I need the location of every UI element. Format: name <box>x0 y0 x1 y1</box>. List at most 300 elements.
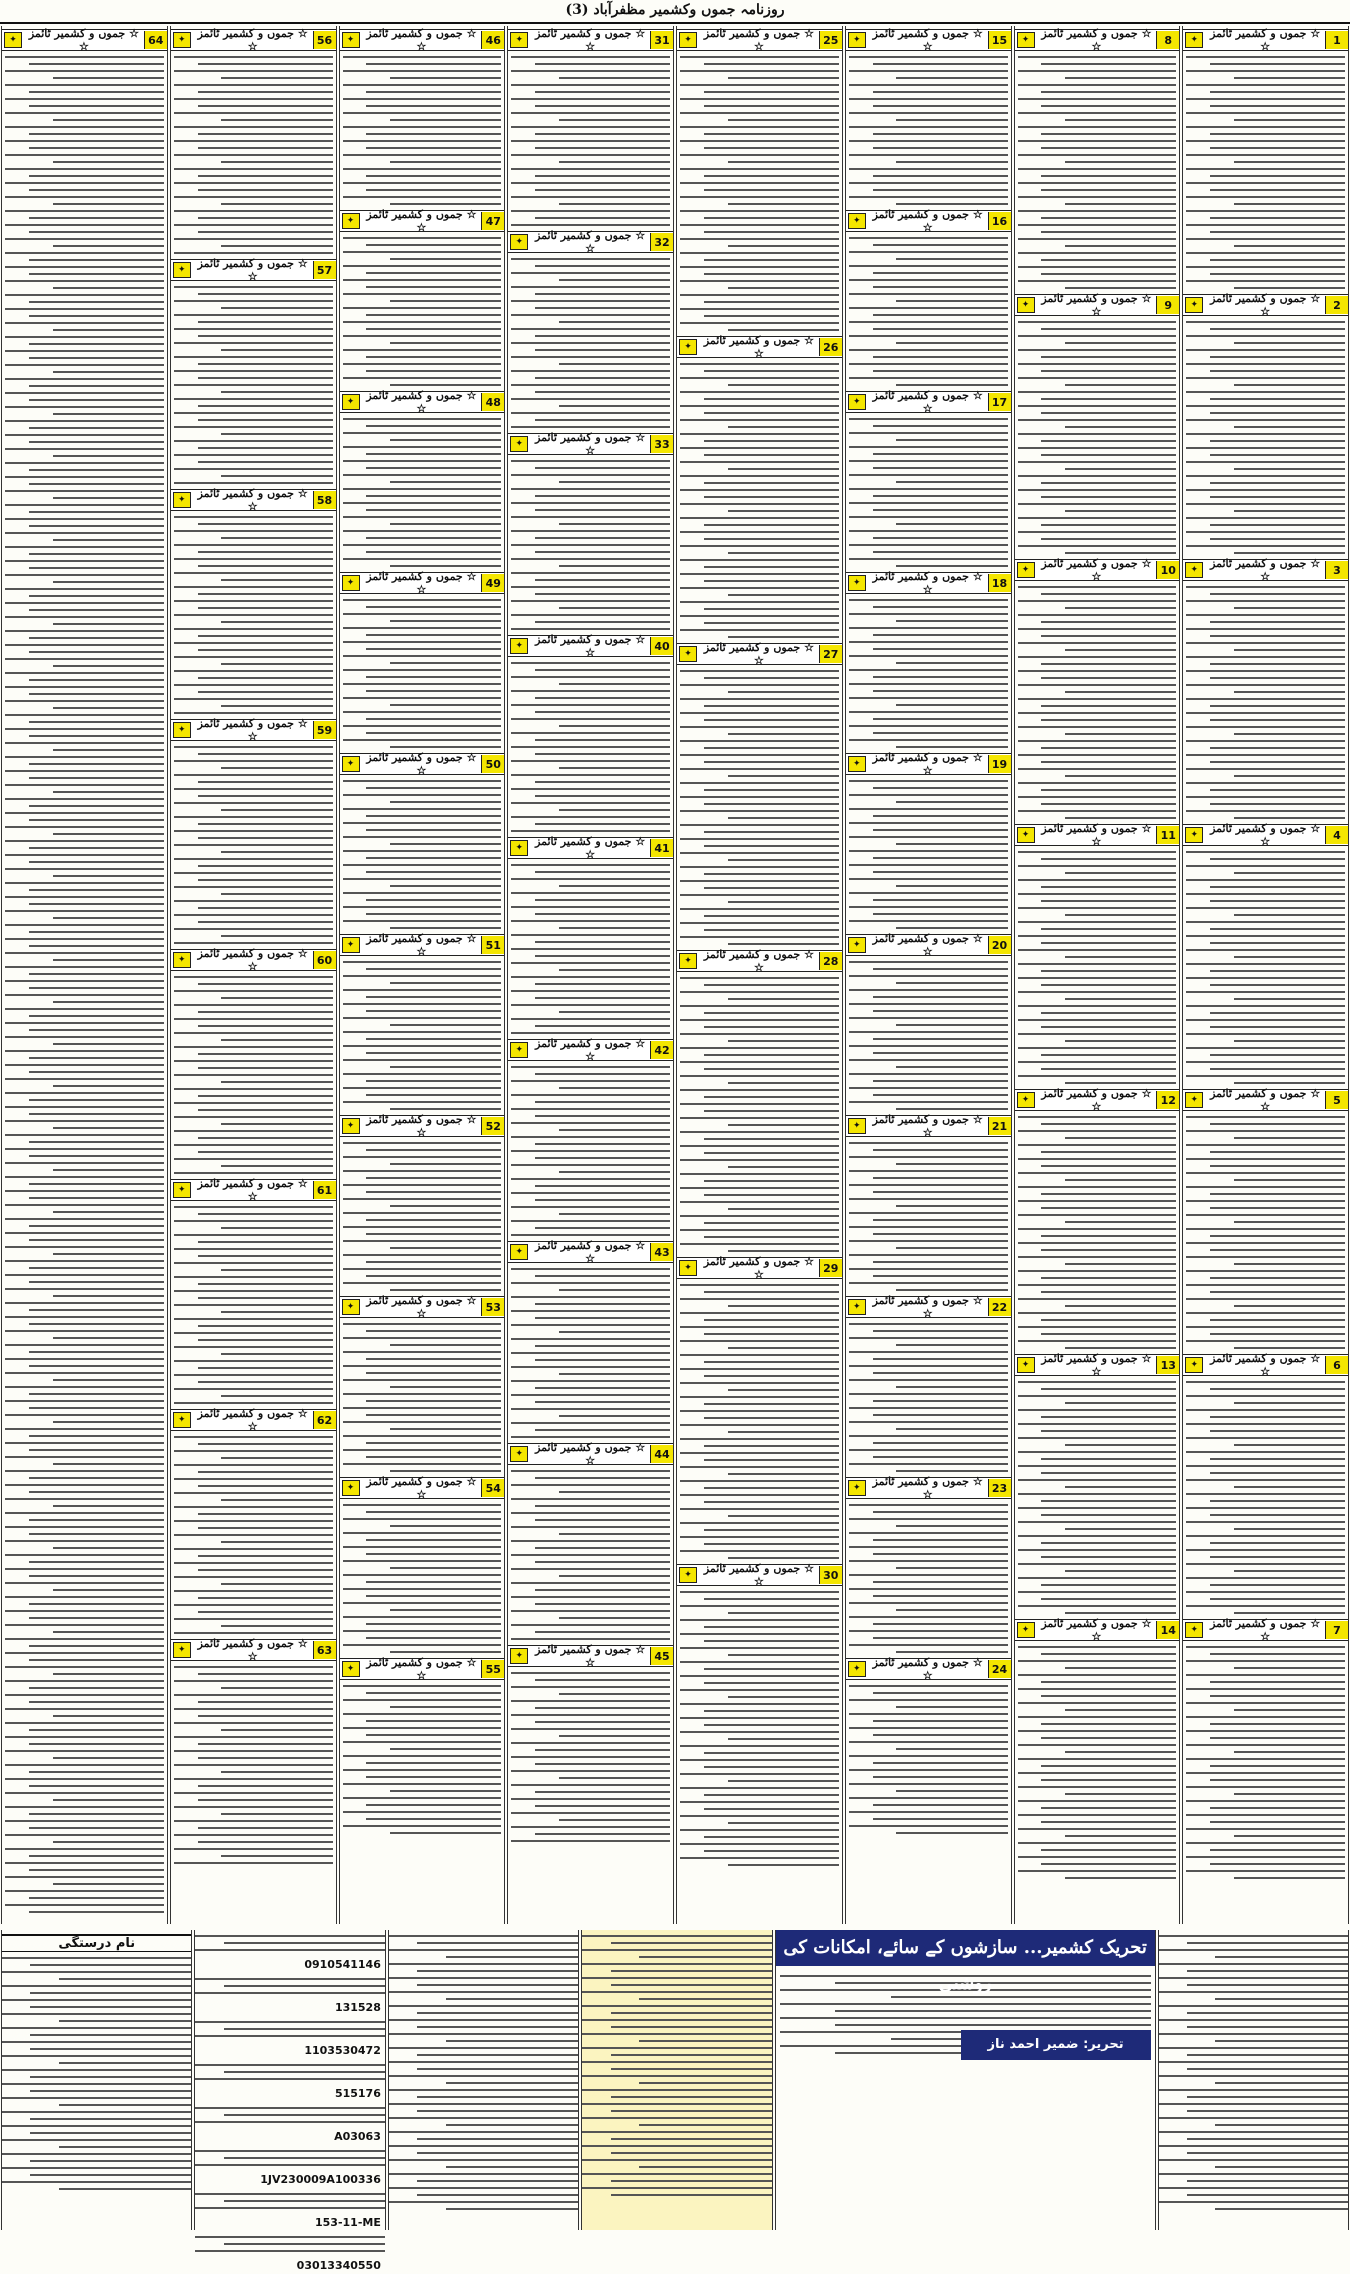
text-line <box>849 265 1008 267</box>
text-line <box>366 105 501 107</box>
text-line <box>1186 600 1345 602</box>
text-line <box>198 1715 333 1717</box>
text-line <box>1234 1667 1345 1669</box>
text-line <box>728 901 839 903</box>
text-line <box>1018 1730 1177 1732</box>
text-line <box>1041 356 1176 358</box>
text-line <box>174 1088 333 1090</box>
text-line <box>198 921 333 923</box>
text-line <box>511 1366 670 1368</box>
text-line <box>896 1024 1007 1026</box>
text-line <box>446 2166 579 2168</box>
notice-title: ☆ جموں و کشمیر ٹائمز ☆ <box>535 835 646 861</box>
text-line <box>704 1682 839 1684</box>
text-line <box>366 1261 501 1263</box>
text-line <box>53 1673 164 1675</box>
text-line <box>1186 670 1345 672</box>
text-line <box>680 1717 839 1719</box>
text-line <box>366 606 501 608</box>
text-line <box>849 1574 1008 1576</box>
text-line <box>535 1387 670 1389</box>
text-line <box>1186 126 1345 128</box>
text-line <box>535 1477 670 1479</box>
text-line <box>198 321 333 323</box>
text-line <box>30 2034 191 2036</box>
notice-number: 12 <box>1156 1091 1179 1109</box>
text-line <box>1065 552 1176 554</box>
text-line <box>1186 1842 1345 1844</box>
notice-title: ☆ جموں و کشمیر ٹائمز ☆ <box>1041 292 1152 318</box>
text-line <box>366 1804 501 1806</box>
text-line <box>680 1368 839 1370</box>
text-line <box>1018 1075 1177 1077</box>
text-line <box>1065 1263 1176 1265</box>
text-line <box>1041 370 1176 372</box>
text-line <box>535 997 670 999</box>
text-line <box>849 878 1008 880</box>
text-line <box>29 1491 164 1493</box>
text-line <box>29 1477 164 1479</box>
text-line <box>1234 1263 1345 1265</box>
text-line <box>53 371 164 373</box>
text-line <box>198 1673 333 1675</box>
text-line <box>559 1777 670 1779</box>
text-line <box>366 634 501 636</box>
text-line <box>1018 1409 1177 1411</box>
text-line <box>535 913 670 915</box>
text-line <box>174 1736 333 1738</box>
text-line <box>174 1778 333 1780</box>
text-line <box>680 684 839 686</box>
notice-header <box>1183 1619 1348 1641</box>
text-line <box>1210 538 1345 540</box>
text-line <box>29 525 164 527</box>
text-line <box>896 1066 1007 1068</box>
text-line <box>1186 1800 1345 1802</box>
notice-header <box>846 391 1011 413</box>
text-line <box>849 558 1008 560</box>
text-line <box>1018 1298 1177 1300</box>
text-line <box>1065 1667 1176 1669</box>
text-line <box>29 1351 164 1353</box>
text-line <box>390 523 501 525</box>
text-line <box>174 900 333 902</box>
text-line <box>343 1783 502 1785</box>
text-line <box>873 1010 1008 1012</box>
text-line <box>1065 119 1176 121</box>
text-line <box>680 196 839 198</box>
text-line <box>704 217 839 219</box>
text-line <box>174 1144 333 1146</box>
text-line <box>390 1247 501 1249</box>
notice-title: ☆ جموں و کشمیر ٹائمز ☆ <box>1210 557 1321 583</box>
text-line <box>174 1346 333 1348</box>
notice-header <box>846 1658 1011 1680</box>
text-line <box>1041 259 1176 261</box>
text-line <box>53 77 164 79</box>
text-line <box>704 482 839 484</box>
text-line <box>1186 1075 1345 1077</box>
text-line <box>5 1022 164 1024</box>
text-line <box>1159 2047 1348 2049</box>
text-line <box>343 1170 502 1172</box>
text-line <box>29 721 164 723</box>
text-line <box>1041 1458 1176 1460</box>
text-line <box>1041 1598 1176 1600</box>
notice-header <box>340 753 505 775</box>
text-line <box>896 1706 1007 1708</box>
text-line <box>1186 1228 1345 1230</box>
notice-title: ☆ جموں و کشمیر ٹائمز ☆ <box>1041 1352 1152 1378</box>
text-line <box>29 315 164 317</box>
text-line <box>511 948 670 950</box>
text-line <box>1065 775 1176 777</box>
text-line <box>1186 879 1345 881</box>
text-line <box>389 2033 578 2035</box>
text-line <box>29 385 164 387</box>
text-line <box>1186 963 1345 965</box>
notice-header <box>1183 29 1348 51</box>
text-line <box>1234 1612 1345 1614</box>
text-line <box>1186 70 1345 72</box>
notice-body <box>508 258 673 428</box>
text-line <box>611 2068 772 2070</box>
text-line <box>5 1694 164 1696</box>
text-line <box>873 1149 1008 1151</box>
text-line <box>417 2096 578 2098</box>
text-line <box>343 1755 502 1757</box>
text-line <box>1065 342 1176 344</box>
text-line <box>343 697 502 699</box>
text-line <box>1018 419 1177 421</box>
text-line <box>511 1470 670 1472</box>
text-line <box>896 203 1007 205</box>
text-line <box>511 1220 670 1222</box>
text-line <box>5 700 164 702</box>
text-line <box>680 545 839 547</box>
text-line <box>873 551 1008 553</box>
text-line <box>195 2164 384 2166</box>
notice-body <box>846 1504 1011 1653</box>
text-line <box>5 1148 164 1150</box>
text-line <box>174 600 333 602</box>
notice-number: 62 <box>313 1411 336 1429</box>
notice-title: ☆ جموں و کشمیر ٹائمز ☆ <box>872 751 983 777</box>
text-line <box>390 1748 501 1750</box>
text-line <box>5 616 164 618</box>
text-line <box>728 1250 839 1252</box>
text-line <box>511 892 670 894</box>
text-line <box>873 815 1008 817</box>
text-line <box>511 1408 670 1410</box>
text-line <box>343 1003 502 1005</box>
text-line <box>1186 1870 1345 1872</box>
text-line <box>1041 1207 1176 1209</box>
newspaper-logo-icon: ✦ <box>1185 1622 1203 1638</box>
text-line <box>29 1015 164 1017</box>
text-line <box>417 2026 578 2028</box>
notice-body <box>846 237 1011 386</box>
text-line <box>728 510 839 512</box>
notice-number: 42 <box>650 1041 673 1059</box>
text-line <box>1018 1033 1177 1035</box>
text-line <box>1186 224 1345 226</box>
text-line <box>680 1215 839 1217</box>
text-line <box>1186 1605 1345 1607</box>
text-line <box>535 1707 670 1709</box>
text-line <box>704 1850 839 1852</box>
text-line <box>704 1598 839 1600</box>
newspaper-logo-icon: ✦ <box>1185 562 1203 578</box>
text-line <box>198 1841 333 1843</box>
newspaper-logo-icon: ✦ <box>510 1244 528 1260</box>
newspaper-logo-icon: ✦ <box>510 1446 528 1462</box>
text-line <box>680 531 839 533</box>
text-line <box>174 1520 333 1522</box>
notice-title: ☆ جموں و کشمیر ٹائمز ☆ <box>535 1441 646 1467</box>
text-line <box>198 1527 333 1529</box>
text-line <box>873 968 1008 970</box>
text-line <box>343 293 502 295</box>
notice-body <box>1015 586 1180 819</box>
phone-number: 0910541146 <box>304 1958 381 1971</box>
text-line <box>198 335 333 337</box>
text-line <box>174 586 333 588</box>
text-line <box>1186 754 1345 756</box>
text-line <box>5 630 164 632</box>
text-line <box>366 676 501 678</box>
text-line <box>511 1066 670 1068</box>
text-line <box>1210 761 1345 763</box>
notice-title: ☆ جموں و کشمیر ٹائمز ☆ <box>1210 822 1321 848</box>
text-line <box>174 398 333 400</box>
newspaper-logo-icon: ✦ <box>342 1118 360 1134</box>
text-line <box>366 63 501 65</box>
text-line <box>1018 224 1177 226</box>
text-line <box>198 63 333 65</box>
text-line <box>511 474 670 476</box>
text-line <box>896 982 1007 984</box>
text-line <box>174 126 333 128</box>
text-line <box>1018 1591 1177 1593</box>
text-line <box>29 553 164 555</box>
text-line <box>728 1864 839 1866</box>
column-3 <box>845 26 1012 1924</box>
text-line <box>511 1770 670 1772</box>
text-line <box>198 1513 333 1515</box>
text-line <box>417 2180 578 2182</box>
text-line <box>5 1736 164 1738</box>
text-line <box>704 1291 839 1293</box>
notice-number: 11 <box>1156 826 1179 844</box>
text-line <box>5 210 164 212</box>
text-line <box>896 384 1007 386</box>
newspaper-logo-icon: ✦ <box>1185 297 1203 313</box>
text-line <box>511 1178 670 1180</box>
text-line <box>680 1494 839 1496</box>
text-line <box>29 1533 164 1535</box>
text-line <box>728 1082 839 1084</box>
text-line <box>224 2071 385 2073</box>
text-line <box>849 1811 1008 1813</box>
text-line <box>389 2047 578 2049</box>
text-line <box>680 1508 839 1510</box>
text-line <box>5 994 164 996</box>
text-line <box>53 1757 164 1759</box>
text-line <box>1041 1653 1176 1655</box>
text-line <box>849 975 1008 977</box>
text-line <box>5 588 164 590</box>
text-line <box>198 461 333 463</box>
notice-number: 51 <box>481 936 504 954</box>
text-line <box>343 502 502 504</box>
text-line <box>611 1942 772 1944</box>
text-line <box>511 976 670 978</box>
text-line <box>680 1410 839 1412</box>
text-line <box>174 614 333 616</box>
text-line <box>5 1848 164 1850</box>
text-line <box>1018 1814 1177 1816</box>
text-line <box>680 796 839 798</box>
text-line <box>511 398 670 400</box>
notice-number: 45 <box>650 1647 673 1665</box>
text-line <box>535 1401 670 1403</box>
text-line <box>1210 900 1345 902</box>
text-line <box>849 321 1008 323</box>
text-line <box>849 279 1008 281</box>
text-line <box>343 196 502 198</box>
text-line <box>1186 1856 1345 1858</box>
text-line <box>29 63 164 65</box>
text-line <box>849 418 1008 420</box>
text-line <box>728 468 839 470</box>
text-line <box>1159 2061 1348 2063</box>
text-line <box>728 1166 839 1168</box>
text-line <box>53 1883 164 1885</box>
text-line <box>343 516 502 518</box>
text-line <box>221 349 332 351</box>
newspaper-logo-icon: ✦ <box>342 937 360 953</box>
text-line <box>849 683 1008 685</box>
text-line <box>704 1640 839 1642</box>
text-line <box>1018 810 1177 812</box>
text-line <box>5 1554 164 1556</box>
text-line <box>1041 1765 1176 1767</box>
text-line <box>873 91 1008 93</box>
text-line <box>704 175 839 177</box>
text-line <box>535 1589 670 1591</box>
newspaper-logo-icon: ✦ <box>510 840 528 856</box>
feature-byline: تحریر: ضمیر احمد ناز <box>961 2030 1151 2060</box>
text-line <box>728 426 839 428</box>
text-line <box>680 280 839 282</box>
text-line <box>680 1033 839 1035</box>
text-line <box>366 467 501 469</box>
text-line <box>849 697 1008 699</box>
text-line <box>221 1165 332 1167</box>
text-line <box>680 363 839 365</box>
text-line <box>1018 70 1177 72</box>
text-line <box>1186 1158 1345 1160</box>
notice-body <box>2 56 167 1913</box>
text-line <box>511 1018 670 1020</box>
text-line <box>1210 1542 1345 1544</box>
text-line <box>582 1977 771 1979</box>
text-line <box>873 1720 1008 1722</box>
text-line <box>1186 1521 1345 1523</box>
column-2 <box>1014 26 1181 1924</box>
text-line <box>704 580 839 582</box>
text-line <box>1018 740 1177 742</box>
text-line <box>221 1541 332 1543</box>
text-line <box>446 1998 579 2000</box>
text-line <box>873 1456 1008 1458</box>
text-line <box>53 1631 164 1633</box>
text-line <box>5 1288 164 1290</box>
text-line <box>366 495 501 497</box>
text-line <box>1018 1828 1177 1830</box>
text-line <box>1210 1849 1345 1851</box>
text-line <box>559 683 670 685</box>
text-line <box>366 1149 501 1151</box>
text-line <box>1041 886 1176 888</box>
text-line <box>559 1087 670 1089</box>
text-line <box>535 1073 670 1075</box>
feature-title: تحریک کشمیر... سازشوں کے سائے، امکانات کی روشنی <box>776 1930 1155 1966</box>
text-line <box>511 1282 670 1284</box>
text-line <box>535 795 670 797</box>
text-line <box>873 996 1008 998</box>
text-line <box>174 844 333 846</box>
notice-title: ☆ جموں و کشمیر ٹائمز ☆ <box>366 570 477 596</box>
text-line <box>389 1963 578 1965</box>
text-line <box>1186 1047 1345 1049</box>
text-line <box>535 669 670 671</box>
text-line <box>174 1534 333 1536</box>
text-line <box>1041 482 1176 484</box>
notice-header <box>846 1296 1011 1318</box>
text-line <box>174 454 333 456</box>
text-line <box>389 2005 578 2007</box>
text-line <box>29 1869 164 1871</box>
text-line <box>174 1290 333 1292</box>
notice-header <box>171 1179 336 1201</box>
text-line <box>1186 56 1345 58</box>
newspaper-logo-icon: ✦ <box>848 1661 866 1677</box>
text-line <box>1234 1486 1345 1488</box>
text-line <box>680 1661 839 1663</box>
text-line <box>29 301 164 303</box>
text-line <box>1159 2117 1348 2119</box>
text-line <box>390 1428 501 1430</box>
text-line <box>704 929 839 931</box>
text-line <box>873 1637 1008 1639</box>
text-line <box>728 775 839 777</box>
text-line <box>390 982 501 984</box>
text-line <box>849 154 1008 156</box>
text-line <box>1041 217 1176 219</box>
text-line <box>511 530 670 532</box>
text-line <box>849 516 1008 518</box>
text-line <box>5 1428 164 1430</box>
text-line <box>389 1991 578 1993</box>
text-line <box>343 892 502 894</box>
text-line <box>343 1463 502 1465</box>
text-line <box>535 955 670 957</box>
text-line <box>873 1776 1008 1778</box>
text-line <box>873 606 1008 608</box>
text-line <box>1186 907 1345 909</box>
